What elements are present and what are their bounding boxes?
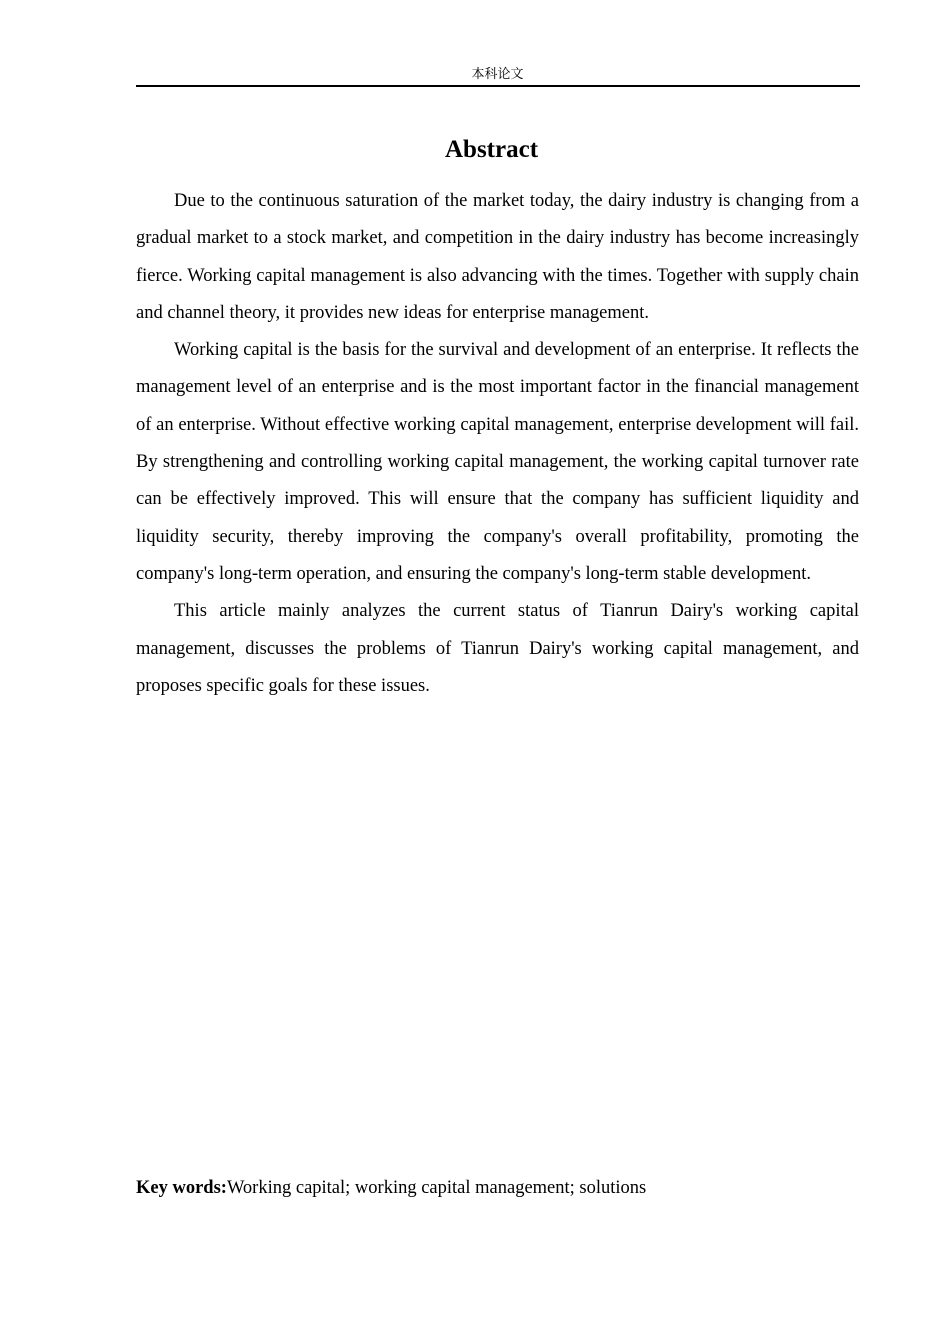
keywords-line xyxy=(136,1175,859,1201)
keywords-value: Working capital; working capital management; solutions xyxy=(226,1178,647,1198)
abstract-title: Abstract xyxy=(444,136,539,163)
abstract-paragraph-2: Working capital is the basis for the survival and development of an enterprise. It reflects the management level of an enterprise and is the most important factor in the financial management of an enterprise. Without effective working capital management, enterprise development will fail. By strengthening and controlling working capital management, the working capital turnover rate can be effectively improved. This will ensure that the company has sufficient liquidity and liquidity security, thereby improving the company's overall profitability, promoting the company's long-term operation, and ensuring the company's long-term stable development. xyxy=(136,340,859,584)
running-header: 本科论文 xyxy=(471,67,524,82)
abstract-paragraph-1: Due to the continuous saturation of the market today, the dairy industry is changing from a gradual market to a stock market, and competition in the dairy industry has become increasingly fierce. Working capital management is also advancing with the times. Together with supply chain and channel theory, it provides new ideas for enterprise management. xyxy=(136,191,859,323)
abstract-body xyxy=(136,183,859,705)
keywords-label: Key words: xyxy=(136,1178,227,1198)
abstract-paragraph-3: This article mainly analyzes the current status of Tianrun Dairy's working capital management, discusses the problems of Tianrun Dairy's working capital management, and proposes specific goals for these issues. xyxy=(136,601,859,696)
header-rule xyxy=(136,85,860,87)
